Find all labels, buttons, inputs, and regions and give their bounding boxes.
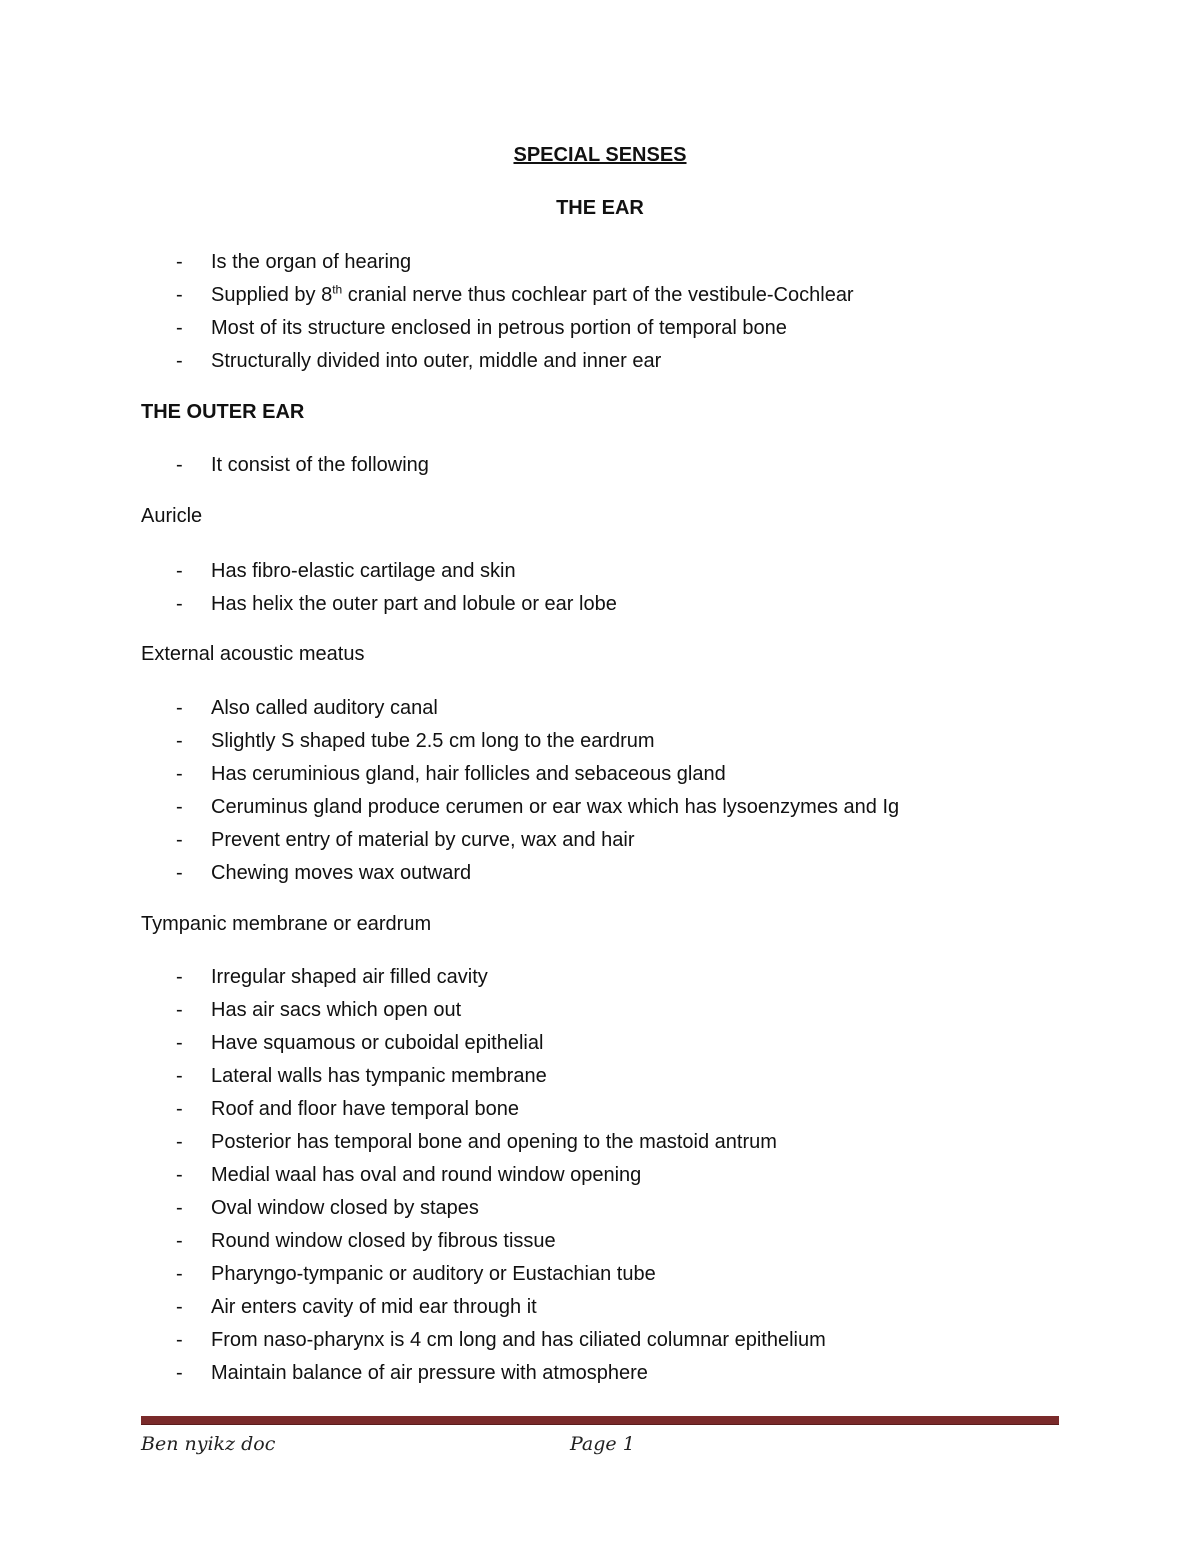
bullet-text: Is the organ of hearing — [211, 251, 412, 273]
dash-marker: - — [176, 1032, 183, 1054]
dash-marker: - — [176, 1197, 183, 1219]
footer-rule — [141, 1416, 1059, 1424]
footer-author: Ben nyikz doc — [141, 1433, 276, 1455]
bullet-text: From naso-pharynx is 4 cm long and has ciliated columnar epithelium — [211, 1329, 826, 1351]
footer-page-number: Page 1 — [570, 1433, 635, 1455]
dash-marker: - — [176, 796, 183, 818]
dash-marker: - — [176, 1098, 183, 1120]
section-heading-outer-ear: THE OUTER EAR — [141, 401, 305, 423]
bullet-text: Chewing moves wax outward — [211, 862, 472, 884]
bullet-text: Ceruminus gland produce cerumen or ear wax which has lysoenzymes and Ig — [211, 796, 900, 818]
dash-marker: - — [176, 1263, 183, 1285]
bullet-text: Lateral walls has tympanic membrane — [211, 1065, 547, 1087]
dash-marker: - — [176, 1362, 183, 1384]
document-title: SPECIAL SENSES — [513, 144, 687, 166]
dash-marker: - — [176, 251, 183, 273]
bullet-text: Posterior has temporal bone and opening to the mastoid antrum — [211, 1131, 777, 1153]
dash-marker: - — [176, 1230, 183, 1252]
bullet-text: Air enters cavity of mid ear through it — [211, 1296, 537, 1318]
dash-marker: - — [176, 1131, 183, 1153]
dash-marker: - — [176, 966, 183, 988]
bullet-text: Has fibro-elastic cartilage and skin — [211, 560, 516, 582]
dash-marker: - — [176, 1329, 183, 1351]
bullet-text: Most of its structure enclosed in petrous portion of temporal bone — [211, 317, 787, 339]
bullet-text: Roof and floor have temporal bone — [211, 1098, 519, 1120]
dash-marker: - — [176, 763, 183, 785]
bullet-text: Medial waal has oval and round window opening — [211, 1164, 642, 1186]
dash-marker: - — [176, 730, 183, 752]
dash-marker: - — [176, 350, 183, 372]
bullet-text-part: cranial nerve thus cochlear part of the vestibule-Cochlear — [342, 284, 854, 306]
dash-marker: - — [176, 862, 183, 884]
section-title-the-ear: THE EAR — [556, 197, 644, 219]
subheading-tympanic-membrane: Tympanic membrane or eardrum — [141, 913, 432, 935]
bullet-text: It consist of the following — [211, 454, 429, 476]
bullet-text: Has ceruminious gland, hair follicles and sebaceous gland — [211, 763, 726, 785]
bullet-text: Oval window closed by stapes — [211, 1197, 479, 1219]
dash-marker: - — [176, 1164, 183, 1186]
dash-marker: - — [176, 697, 183, 719]
dash-marker: - — [176, 829, 183, 851]
subheading-auricle: Auricle — [141, 505, 203, 527]
bullet-text: Maintain balance of air pressure with atmosphere — [211, 1362, 648, 1384]
bullet-text: Has helix the outer part and lobule or ear lobe — [211, 593, 617, 615]
dash-marker: - — [176, 593, 183, 615]
bullet-text: Also called auditory canal — [211, 697, 438, 719]
bullet-text: Irregular shaped air filled cavity — [211, 966, 488, 988]
dash-marker: - — [176, 284, 183, 306]
bullet-text: Structurally divided into outer, middle and inner ear — [211, 350, 662, 372]
bullet-text: Prevent entry of material by curve, wax and hair — [211, 829, 635, 851]
dash-marker: - — [176, 317, 183, 339]
dash-marker: - — [176, 454, 183, 476]
dash-marker: - — [176, 1065, 183, 1087]
superscript: th — [332, 282, 343, 297]
bullet-text — [211, 279, 854, 312]
bullet-text: Have squamous or cuboidal epithelial — [211, 1032, 544, 1054]
dash-marker: - — [176, 999, 183, 1021]
dash-marker: - — [176, 1296, 183, 1318]
bullet-text: Round window closed by fibrous tissue — [211, 1230, 556, 1252]
bullet-text: Pharyngo-tympanic or auditory or Eustachian tube — [211, 1263, 656, 1285]
subheading-external-acoustic-meatus: External acoustic meatus — [141, 643, 365, 665]
bullet-text: Has air sacs which open out — [211, 999, 462, 1021]
dash-marker: - — [176, 560, 183, 582]
bullet-text-part: Supplied by 8 — [211, 284, 333, 306]
bullet-text: Slightly S shaped tube 2.5 cm long to the eardrum — [211, 730, 655, 752]
